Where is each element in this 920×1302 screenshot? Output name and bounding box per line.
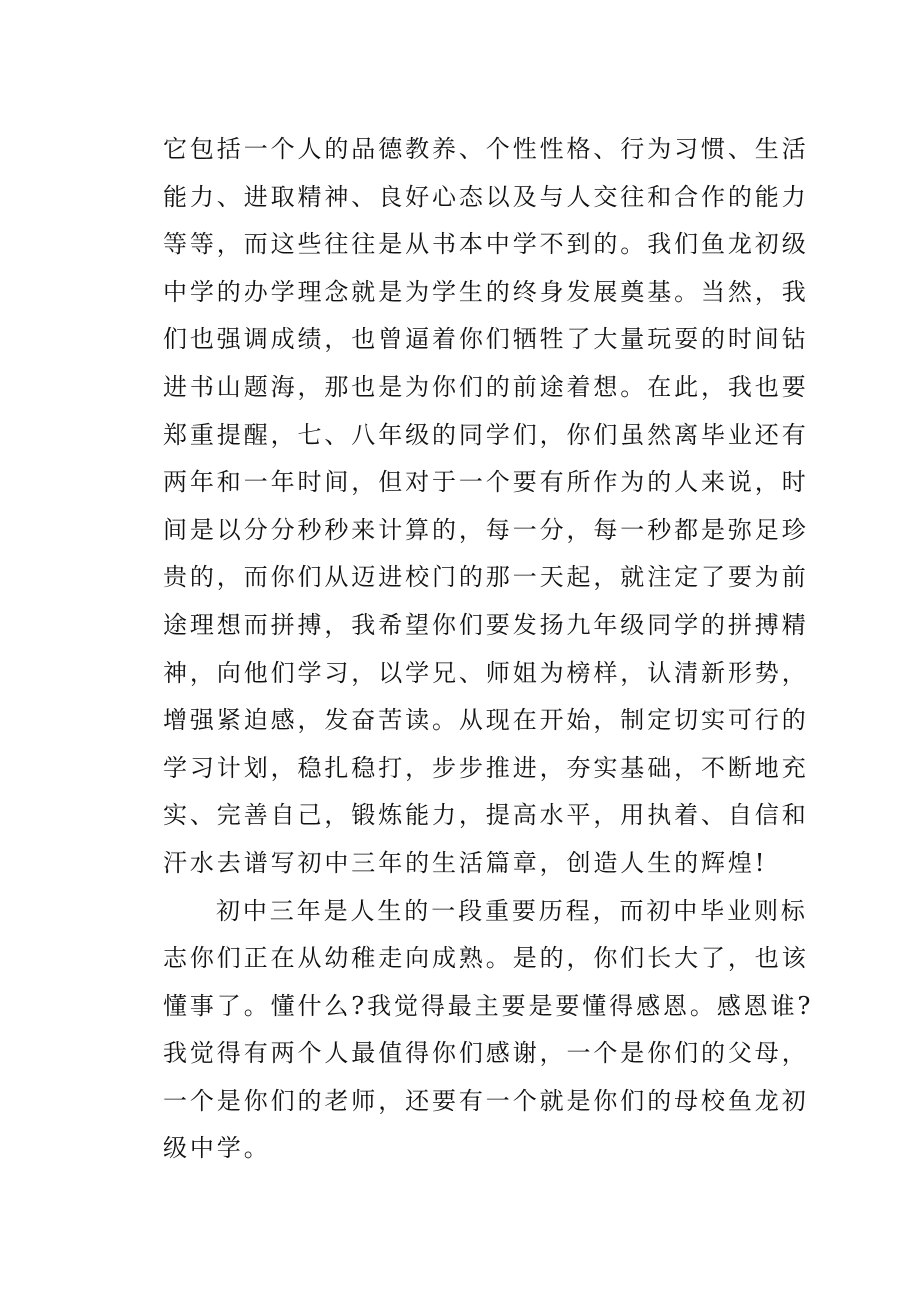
paragraph-line: 实、完善自己，锻炼能力，提高水平，用执着、自信和 (163, 801, 809, 830)
paragraph-line: 进书山题海，那也是为你们的前途着想。在此，我也要 (163, 372, 809, 401)
paragraph-line: 们也强调成绩，也曾逼着你们牺牲了大量玩耍的时间钻 (163, 325, 809, 354)
paragraph-line: 级中学。 (163, 1134, 271, 1163)
paragraph-line: 途理想而拼搏，我希望你们要发扬九年级同学的拼搏精 (163, 610, 809, 639)
paragraph-line: 增强紧迫感，发奋苦读。从现在开始，制定切实可行的 (163, 706, 809, 735)
paragraph-line: 一个是你们的老师，还要有一个就是你们的母校鱼龙初 (163, 1086, 809, 1115)
paragraph-line: 汗水去谱写初中三年的生活篇章，创造人生的辉煌! (163, 848, 768, 877)
paragraph-line: 郑重提醒，七、八年级的同学们，你们虽然离毕业还有 (163, 420, 809, 449)
paragraph-line: 神，向他们学习，以学兄、师姐为榜样，认清新形势， (163, 658, 809, 687)
document-body (163, 126, 814, 1173)
paragraph-line: 懂事了。懂什么?我觉得最主要是要懂得感恩。感恩谁? (163, 991, 814, 1020)
paragraph-line: 贵的，而你们从迈进校门的那一天起，就注定了要为前 (163, 563, 809, 592)
paragraph-line: 等等，而这些往往是从书本中学不到的。我们鱼龙初级 (163, 230, 809, 259)
paragraph-line: 初中三年是人生的一段重要历程，而初中毕业则标 (216, 896, 808, 925)
paragraph-line: 能力、进取精神、良好心态以及与人交往和合作的能力 (163, 182, 809, 211)
paragraph-line: 学习计划，稳扎稳打，步步推进，夯实基础，不断地充 (163, 753, 809, 782)
paragraph-line: 中学的办学理念就是为学生的终身发展奠基。当然，我 (163, 277, 809, 306)
paragraph-line: 两年和一年时间，但对于一个要有所作为的人来说，时 (163, 468, 809, 497)
paragraph-2 (163, 888, 814, 1174)
paragraph-line: 间是以分分秒秒来计算的，每一分，每一秒都是弥足珍 (163, 515, 809, 544)
paragraph-line: 它包括一个人的品德教养、个性性格、行为习惯、生活 (163, 135, 809, 163)
paragraph-1 (163, 126, 809, 888)
paragraph-line: 志你们正在从幼稚走向成熟。是的，你们长大了，也该 (163, 944, 809, 973)
paragraph-line: 我觉得有两个人最值得你们感谢，一个是你们的父母， (163, 1039, 809, 1068)
